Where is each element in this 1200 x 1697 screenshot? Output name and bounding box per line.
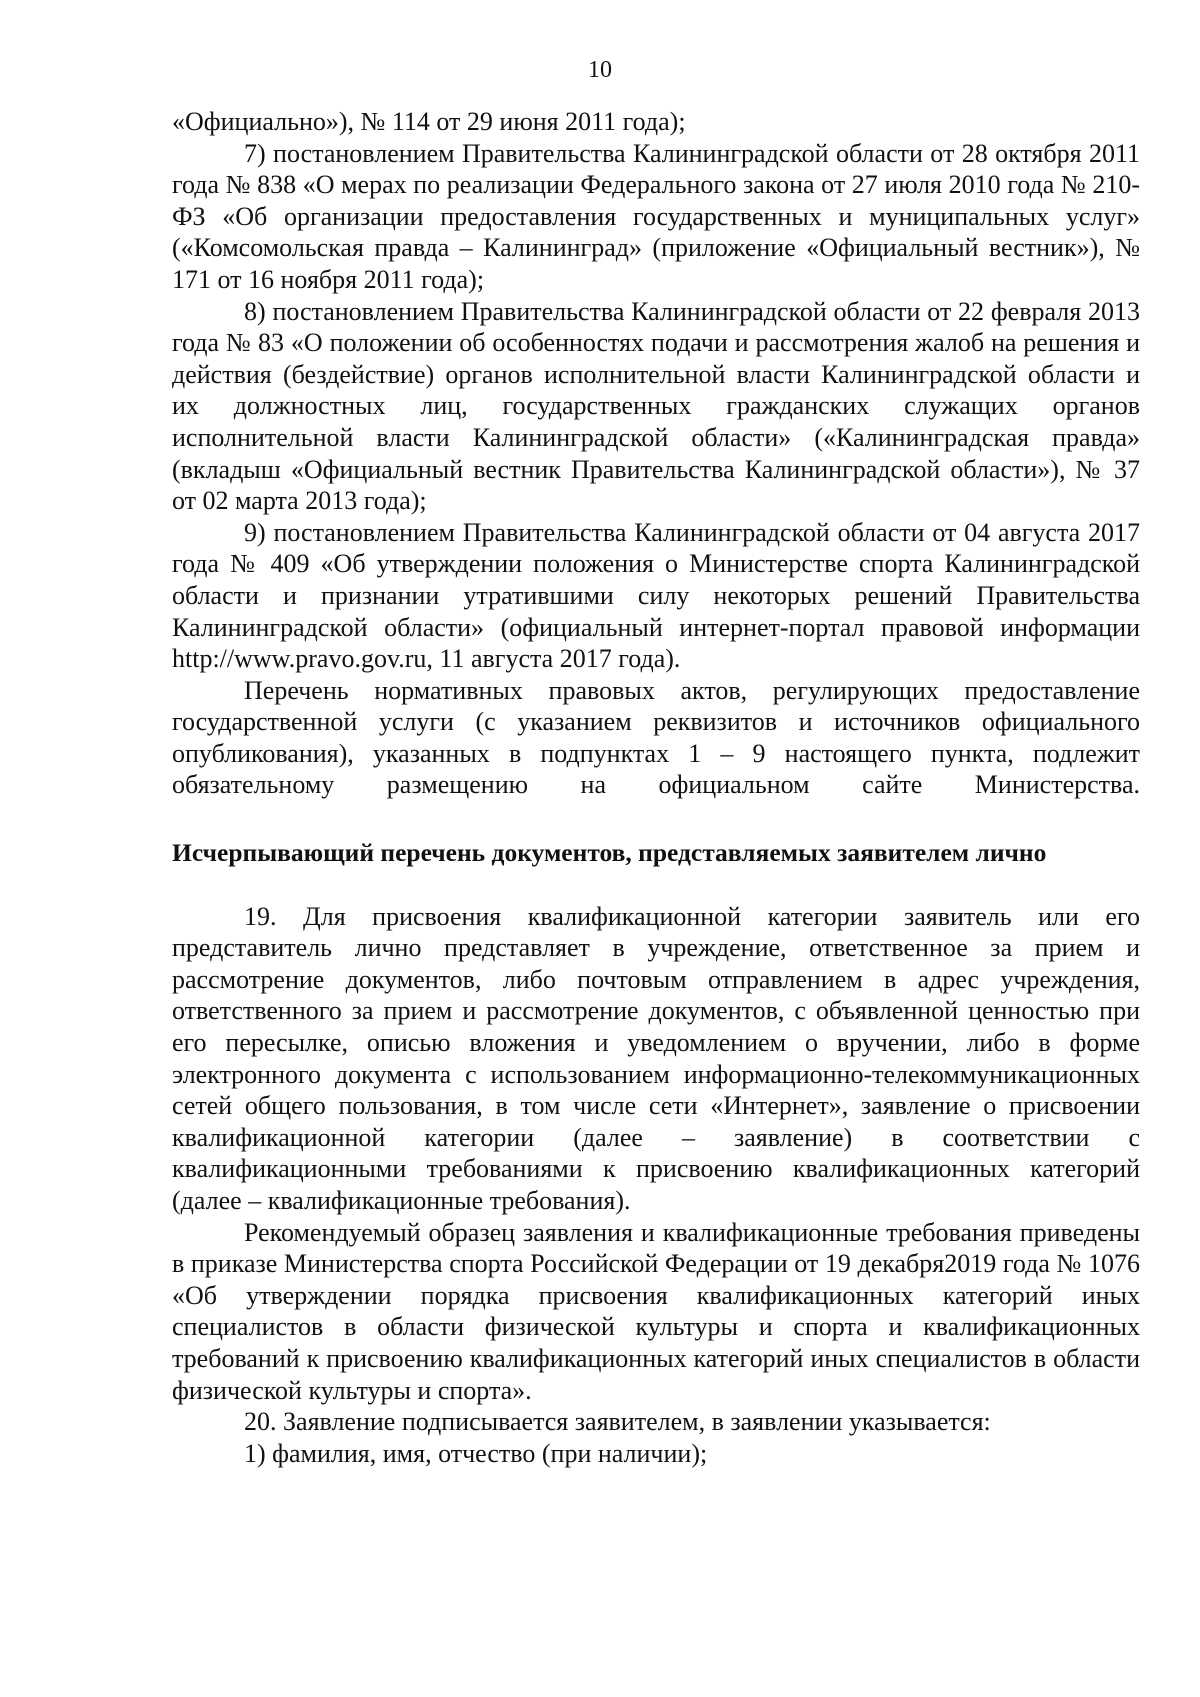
paragraph-continuation: «Официально»), № 114 от 29 июня 2011 года); — [172, 107, 686, 136]
section-heading: Исчерпывающий перечень документов, представляемых заявителем лично — [172, 838, 1047, 868]
paragraph-acts-list: Перечень нормативных правовых актов, регулирующих предоставление государственной услуги (с указанием реквизитов и источников официального опубликования), указанных в подпунктах 1 – 9 настоящего пункта, подлежит обязательному размещению на официальном сайте Министерства. — [172, 675, 1140, 800]
paragraph-recommended-sample: Рекомендуемый образец заявления и квалификационные требования приведены в приказе Министерства спорта Российской Федерации от 19 декабря2019 года № 1076 «Об утверждении порядка присвоения квалификационных категорий иных специалистов в области физической культуры и спорта и квалификационных требований к присвоению квалификационных категорий иных специалистов в области физической культуры и спорта». — [172, 1217, 1140, 1405]
paragraph-item-20: 20. Заявление подписывается заявителем, в заявлении указывается: — [244, 1407, 991, 1437]
paragraph-item-8: 8) постановлением Правительства Калининградской области от 22 февраля 2013 года № 83 «О положении об особенностях подачи и рассмотрения жалоб на решения и действия (бездействие) органов исполнительной власти Калининградской области и их должностных лиц, государственных гражданских служащих органов исполнительной власти Калининградской области» («Калининградская правда» (вкладыш «Официальный вестник Правительства Калининградской области»), № 37 от 02 марта 2013 года); — [172, 296, 1140, 516]
page-number: 10 — [588, 57, 612, 83]
document-body — [172, 106, 1140, 1469]
paragraph-subitem-1: 1) фамилия, имя, отчество (при наличии); — [244, 1438, 708, 1468]
paragraph-item-7: 7) постановлением Правительства Калининградской области от 28 октября 2011 года № 838 «О мерах по реализации Федерального закона от 27 июля 2010 года № 210-ФЗ «Об организации предоставления государственных и муниципальных услуг» («Комсомольская правда – Калининград» (приложение «Официальный вестник»), № 171 от 16 ноября 2011 года); — [172, 138, 1140, 294]
paragraph-item-19: 19. Для присвоения квалификационной категории заявитель или его представитель лично представляет в учреждение, ответственное за прием и рассмотрение документов, либо почтовым отправлением в адрес учреждения, ответственного за прием и рассмотрение документов, с объявленной ценностью при его пересылке, описью вложения и уведомлением о вручении, либо в форме электронного документа с использованием информационно-телекоммуникационных сетей общего пользования, в том числе сети «Интернет», заявление о присвоении квалификационной категории (далее – заявление) в соответствии с квалификационными требованиями к присвоению квалификационных категорий (далее – квалификационные требования). — [172, 901, 1140, 1215]
paragraph-item-9: 9) постановлением Правительства Калининградской области от 04 августа 2017 года № 409 «Об утверждении положения о Министерстве спорта Калининградской области и признании утратившими силу некоторых решений Правительства Калининградской области» (официальный интернет-портал правовой информации http://www.pravo.gov.ru, 11 августа 2017 года). — [172, 517, 1140, 674]
